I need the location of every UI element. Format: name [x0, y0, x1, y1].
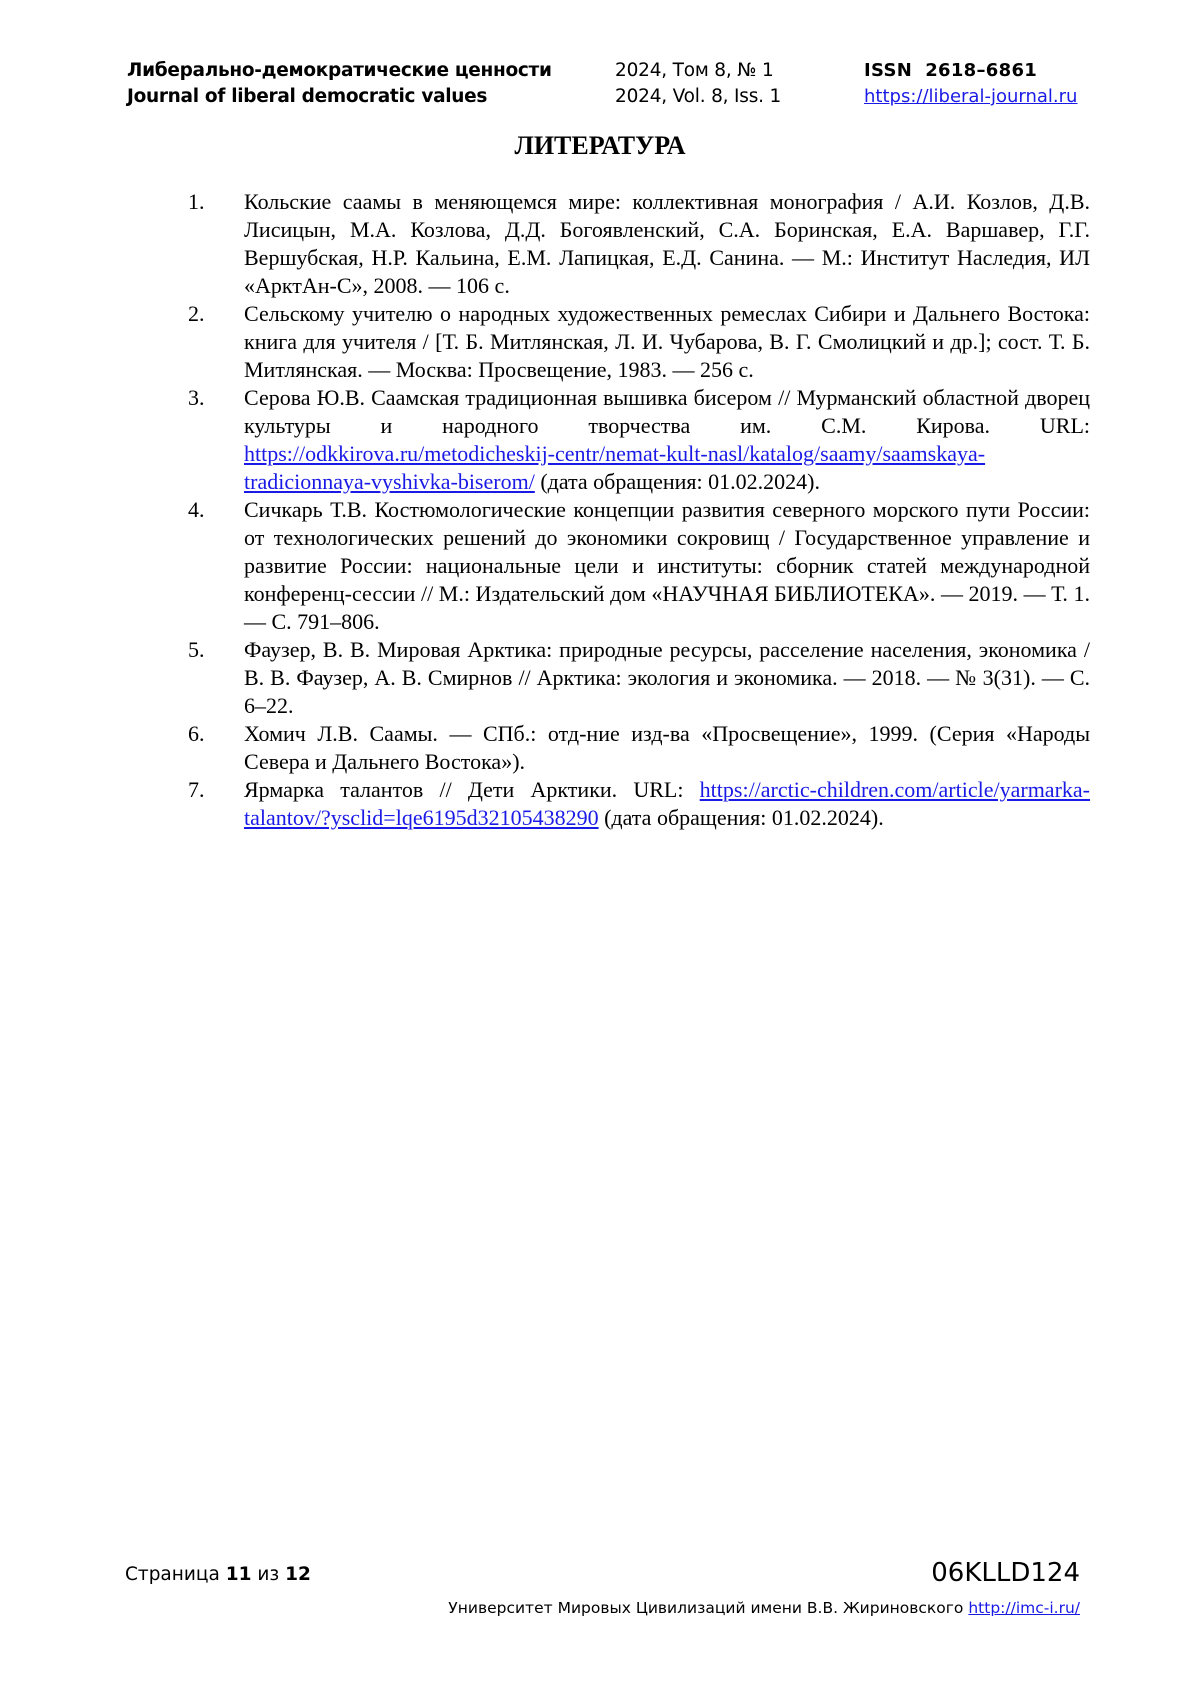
reference-number: 7.	[188, 777, 205, 802]
page-header	[127, 58, 1095, 110]
reference-text: Фаузер, В. В. Мировая Арктика: природные ресурсы, расселение населения, экономика / В. В. Фаузер, А. В. Смирнов // Арктика: экология и экономика. — 2018. — № 3(31). — С. 6–22.	[244, 637, 1090, 718]
reference-link[interactable]: https://odkkirova.ru/metodicheskij-centr/nemat-kult-nasl/katalog/saamy/saamskaya-tradicionnaya-vyshivka-biserom/	[244, 441, 986, 494]
university-link[interactable]: http://imc-i.ru/	[968, 1599, 1080, 1617]
of-word: из	[257, 1564, 280, 1585]
reference-access-date: (дата обращения: 01.02.2024).	[534, 469, 820, 494]
reference-item	[188, 776, 1090, 832]
reference-item	[188, 300, 1090, 384]
reference-item	[188, 496, 1090, 636]
reference-number: 1.	[188, 189, 205, 214]
reference-text: Сичкарь Т.В. Костюмологические концепции развития северного морского пути России: от технологических решений до экономики сокровищ / Государственное управление и развитие России: национальные цели и институты: сборник статей международной конференц-сессии // М.: Издательский дом «НАУЧНАЯ БИБЛИОТЕКА». — 2019. — Т. 1. — С. 791–806.	[244, 497, 1090, 634]
reference-item	[188, 720, 1090, 776]
journal-site-link[interactable]: https://liberal-journal.ru	[864, 86, 1078, 107]
reference-item	[188, 188, 1090, 300]
journal-title-ru: Либерально-демократические ценности	[127, 60, 552, 81]
university-name: Университет Мировых Цивилизаций имени В.В. Жириновского	[448, 1599, 964, 1617]
issn-block	[864, 58, 1077, 110]
reference-link[interactable]: https://arctic-children.com/article/yarmarka-talantov/?ysclid=lqe6195d32105438290	[244, 777, 1090, 830]
reference-number: 5.	[188, 637, 205, 662]
reference-text: Сельскому учителю о народных художественных ремеслах Сибири и Дальнего Востока: книга для учителя / [Т. Б. Митлянская, Л. И. Чубарова, В. Г. Смолицкий и др.]; сост. Т. Б. Митлянская. — Москва: Просвещение, 1983. — 256 с.	[244, 301, 1090, 382]
reference-text: Серова Ю.В. Саамская традиционная вышивка бисером // Мурманский областной дворец культуры и народного творчества им. С.М. Кирова. URL:	[244, 385, 1090, 438]
issue-info	[615, 58, 781, 110]
issn: ISSN 2618–6861	[864, 60, 1038, 81]
reference-item	[188, 636, 1090, 720]
issue-ru: 2024, Том 8, № 1	[615, 60, 774, 81]
page-total: 12	[285, 1564, 311, 1585]
reference-number: 4.	[188, 497, 205, 522]
journal-title	[127, 58, 552, 110]
document-code: 06KLLD124	[931, 1558, 1080, 1588]
page-counter	[125, 1563, 311, 1587]
page-number: 11	[225, 1564, 252, 1585]
section-title: ЛИТЕРАТУРА	[514, 131, 686, 160]
university-line	[448, 1598, 1080, 1618]
reference-text: Кольские саамы в меняющемся мире: коллективная монография / А.И. Козлов, Д.В. Лисицын, М.А. Козлова, Д.Д. Богоявленский, С.А. Боринская, Е.А. Варшавер, Г.Г. Вершубская, Н.Р. Кальина, Е.М. Лапицкая, Е.Д. Санина. — М.: Институт Наследия, ИЛ «АрктАн-С», 2008. — 106 с.	[244, 189, 1090, 298]
reference-text: Ярмарка талантов // Дети Арктики. URL:	[244, 777, 700, 802]
reference-number: 6.	[188, 721, 205, 746]
page-word: Страница	[125, 1564, 220, 1585]
reference-number: 3.	[188, 385, 205, 410]
issue-en: 2024, Vol. 8, Iss. 1	[615, 86, 782, 107]
journal-title-en: Journal of liberal democratic values	[127, 86, 488, 107]
reference-list	[188, 188, 1090, 832]
reference-text: Хомич Л.В. Саамы. — СПб.: отд-ние изд-ва «Просвещение», 1999. (Серия «Народы Севера и Дальнего Востока»).	[244, 721, 1090, 774]
reference-number: 2.	[188, 301, 205, 326]
reference-item	[188, 384, 1090, 496]
reference-access-date: (дата обращения: 01.02.2024).	[598, 805, 884, 830]
